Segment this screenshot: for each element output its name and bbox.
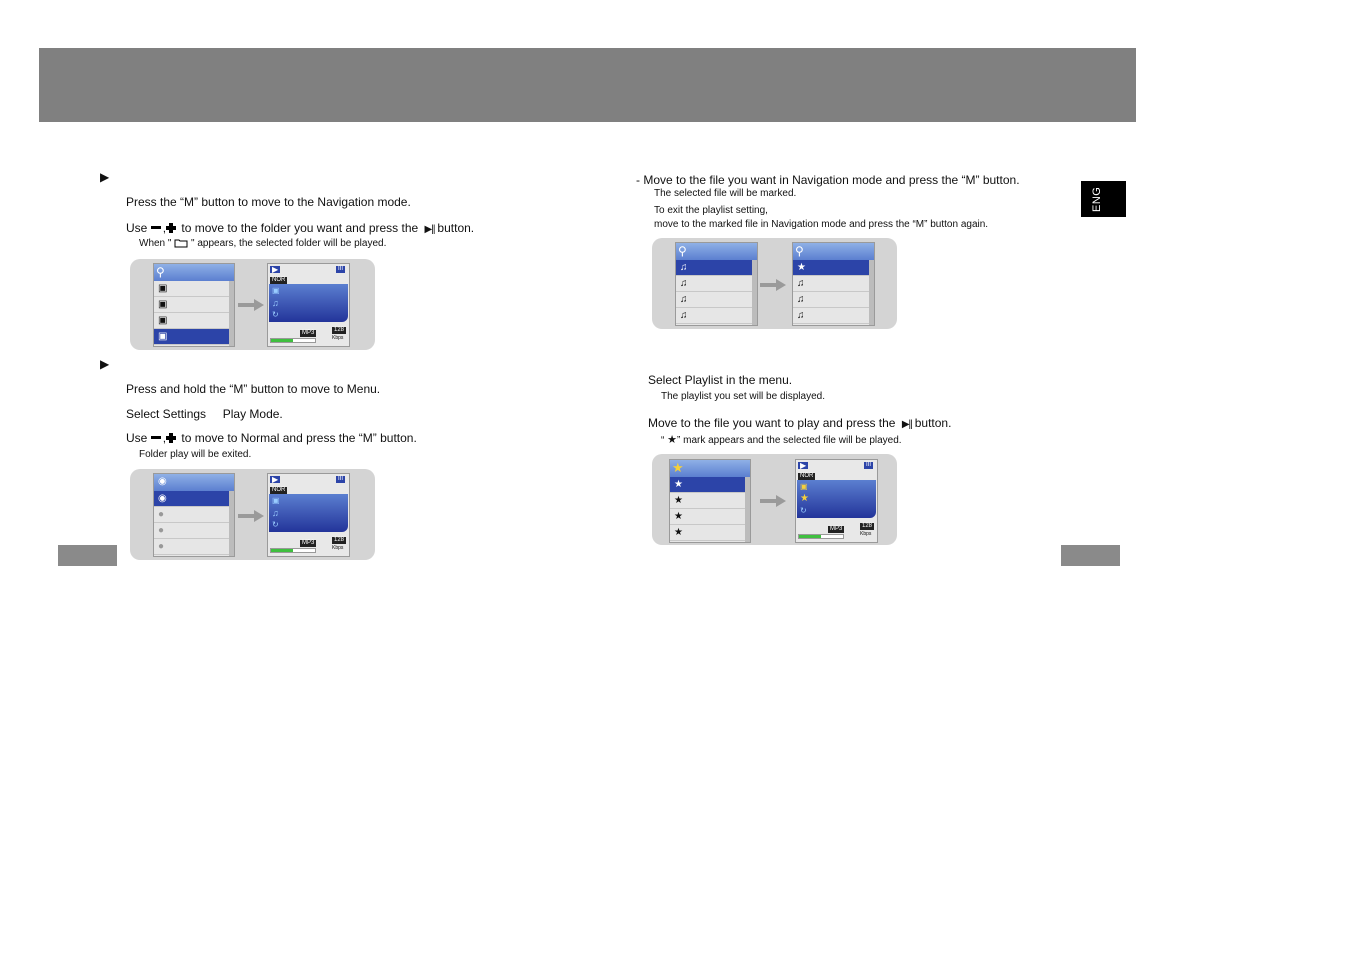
instruction-note: move to the marked file in Navigation mode and press the “M” button again. [654,219,989,230]
play-screen [795,459,878,543]
instruction-step [126,431,417,445]
play-arrow-icon: ▶ [800,461,807,470]
progress-bar [270,338,316,343]
music-note-icon: ♫ [797,310,805,321]
format-label: MP3 [302,540,315,546]
instruction-step [126,221,474,235]
navigation-screen-marked [792,242,875,326]
radio-icon: ● [158,541,165,552]
star-icon: ★ [674,527,683,538]
list-item [154,297,234,313]
instruction-text: Use [126,431,148,445]
separator-text: , [162,431,167,445]
instruction-text: Select Settings [126,407,207,421]
page-number-tab-left [58,545,117,566]
instruction-step: Press and hold the “M” button to move to Menu. [126,382,381,396]
star-icon: ★ [667,434,677,446]
figure-mark-file [652,238,897,329]
battery-icon: III [338,266,344,272]
instruction-text: button. [437,221,475,235]
instruction-text: to move to Normal and press the “M” button. [181,431,417,445]
music-note-icon: ♫ [680,294,688,305]
note-text: " appears, the selected folder will be played. [191,238,387,249]
folder-icon: ▣ [158,315,168,326]
folder-icon: ▣ [272,286,280,295]
play-pause-icon: ▶|| [901,419,912,430]
list-item [676,308,757,324]
instruction-note [139,238,386,249]
instruction-text: button. [914,416,952,430]
play-pause-icon: ▶|| [424,224,435,235]
play-arrow-icon: ▶ [100,170,110,184]
radio-icon: ◉ [158,493,167,504]
arrow-right-icon [238,510,264,522]
radio-icon: ● [158,525,165,536]
folder-icon: ▣ [800,482,808,491]
play-arrow-icon: ▶ [100,357,110,371]
instruction-note: Folder play will be exited. [139,449,252,460]
music-note-icon: ♫ [680,262,688,273]
plus-icon [166,433,176,443]
list-item [154,539,234,555]
list-item [670,509,750,525]
list-item [676,292,757,308]
instruction-step: - Move to the file you want in Navigation mode and press the “M” button. [636,173,1020,187]
bitrate-label: 128 [334,327,345,333]
note-text: ” mark appears and the selected file will be played. [677,435,902,446]
instruction-step [648,416,951,430]
settings-icon: ◉ [158,476,167,487]
figure-play-mode [130,469,375,560]
separator-text: , [162,221,167,235]
navigation-screen [675,242,758,326]
star-icon: ★ [672,460,684,475]
playlist-screen [669,459,751,543]
star-icon: ★ [797,262,806,273]
list-item [670,493,750,509]
folder-icon: ▣ [272,496,280,505]
list-item-selected [154,329,234,345]
format-label: MP3 [830,526,843,532]
scrollbar [869,260,874,325]
repeat-icon: ↻ [272,520,279,529]
search-icon: ⚲ [678,244,687,258]
screen-header [154,474,234,491]
mode-label: NOR [800,473,814,479]
figure-folder-play [130,259,375,350]
plus-icon [166,223,176,233]
instruction-text: to move to the folder you want and press the [181,221,419,235]
list-item [793,292,874,308]
music-note-icon: ♫ [680,278,688,289]
scrollbar [752,260,757,325]
info-panel [269,284,348,322]
navigation-screen [153,263,235,347]
bitrate-unit: Kbps [332,335,344,341]
folder-icon: ▣ [158,283,168,294]
radio-icon: ● [158,509,165,520]
instruction-step: Select Playlist in the menu. [648,373,793,387]
music-note-icon: ♫ [272,298,279,308]
instruction-text: Play Mode. [222,407,283,421]
instruction-note: The playlist you set will be displayed. [661,391,825,402]
star-icon: ★ [800,493,809,504]
info-panel [797,480,876,518]
star-icon: ★ [674,495,683,506]
settings-screen [153,473,235,557]
star-icon: ★ [674,511,683,522]
instruction-note: To exit the playlist setting, [654,205,768,216]
screen-header [154,264,234,281]
list-item [676,276,757,292]
arrow-right-icon [238,299,264,311]
list-item [793,276,874,292]
progress-bar [798,534,844,539]
instruction-note [661,433,902,446]
music-note-icon: ♫ [680,310,688,321]
music-note-icon: ♫ [272,508,279,518]
instruction-step [126,407,283,421]
list-item [154,281,234,297]
instruction-text: Move to the file you want to play and press the [648,416,896,430]
screen-header [676,243,757,260]
repeat-icon: ↻ [800,506,807,515]
minus-icon [151,436,161,439]
play-arrow-icon: ▶ [272,265,279,274]
music-note-icon: ♫ [797,278,805,289]
folder-icon: ▣ [158,299,168,310]
figure-playlist-play [652,454,897,545]
info-panel [269,494,348,532]
play-screen [267,263,350,347]
minus-icon [151,226,161,229]
list-item [670,525,750,541]
mode-label: NOR [272,277,286,283]
screen-header [670,460,750,477]
language-tab [1081,181,1126,217]
star-icon: ★ [674,479,683,490]
list-item-selected [676,260,757,276]
list-item-selected [793,260,874,276]
list-item-selected [670,477,750,493]
music-note-icon: ♫ [797,294,805,305]
play-screen [267,473,350,557]
scrollbar [229,491,234,556]
note-text: When " [139,238,172,249]
instruction-step: Press the “M” button to move to the Navigation mode. [126,195,411,209]
battery-icon: III [338,476,344,482]
folder-icon [174,238,188,248]
repeat-icon: ↻ [272,310,279,319]
list-item [154,507,234,523]
bitrate-unit: Kbps [332,545,344,551]
header-band [39,48,1136,122]
arrow-right-icon [760,495,786,507]
folder-icon: ▣ [158,331,168,342]
search-icon: ⚲ [156,265,165,279]
play-arrow-icon: ▶ [272,475,279,484]
arrow-right-icon [760,279,786,291]
list-item-selected [154,491,234,507]
mode-label: NOR [272,487,286,493]
format-label: MP3 [302,330,315,336]
instruction-note: The selected file will be marked. [654,188,797,199]
screen-header [793,243,874,260]
instruction-text: Use [126,221,148,235]
progress-bar [270,548,316,553]
battery-icon: III [866,462,872,468]
scrollbar [745,477,750,542]
scrollbar [229,281,234,346]
language-tab-label: ENG [1091,186,1103,212]
list-item [793,308,874,324]
search-icon: ⚲ [795,244,804,258]
page-number-tab-right [1061,545,1120,566]
list-item [154,523,234,539]
bitrate-label: 128 [862,523,873,529]
bitrate-label: 128 [334,537,345,543]
list-item [154,313,234,329]
bitrate-unit: Kbps [860,531,872,537]
note-text: “ [661,435,665,446]
